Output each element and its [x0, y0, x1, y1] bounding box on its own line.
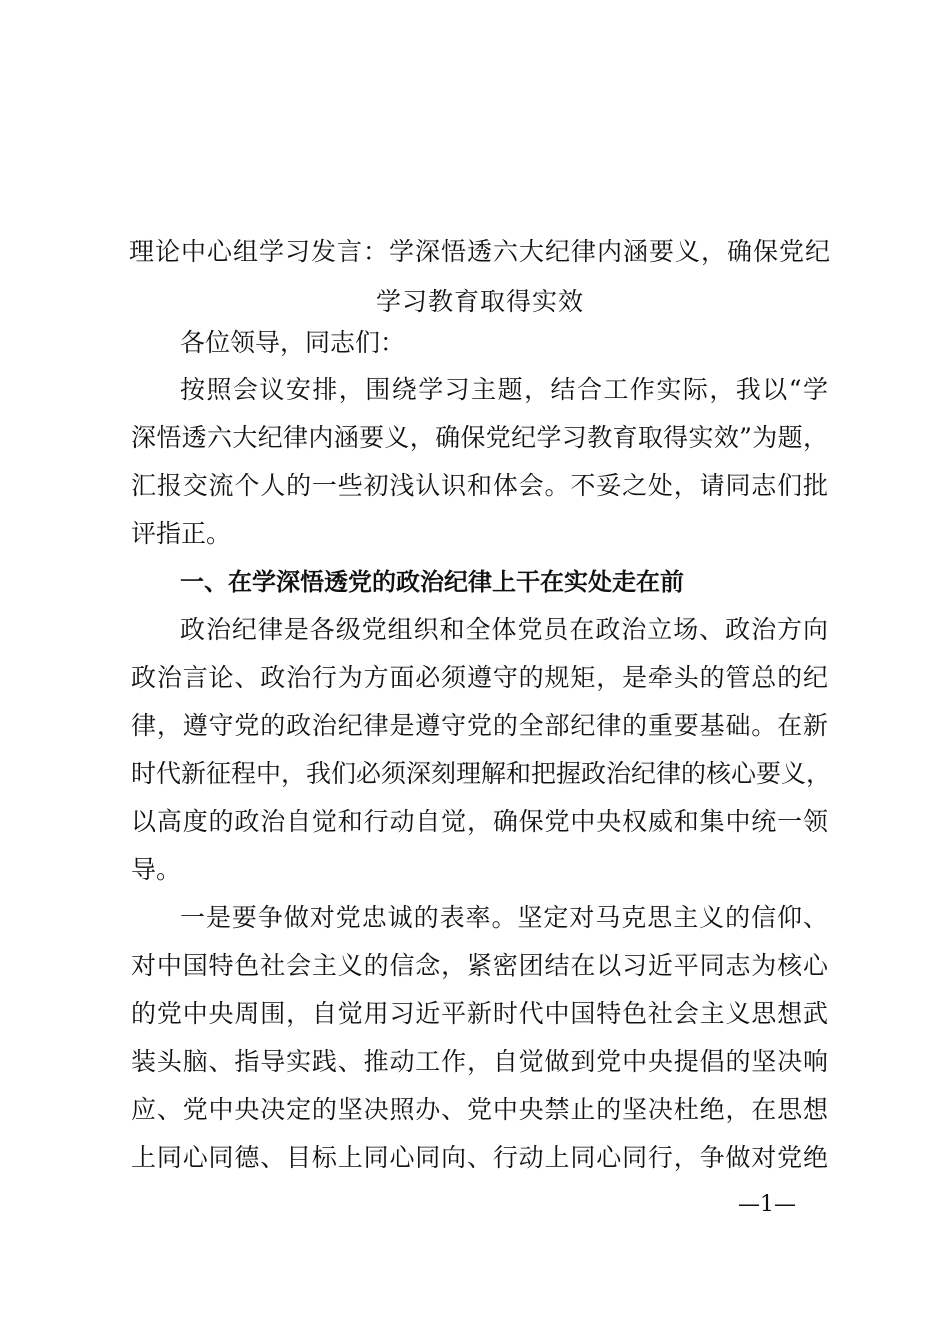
paragraph2-line-5: 应、党中央决定的坚决照办、党中央禁止的坚决杜绝，在思想 [131, 1095, 828, 1124]
paragraph1-line-4: 时代新征程中，我们必须深刻理解和把握政治纪律的核心要义， [131, 759, 832, 788]
intro-line-2: 深悟透六大纪律内涵要义，确保党纪学习教育取得实效”为题， [131, 423, 828, 452]
paragraph1-line-6: 导。 [131, 855, 182, 884]
intro-line-4: 评指正。 [131, 519, 232, 548]
salutation: 各位领导，同志们： [180, 328, 406, 357]
intro-line-1: 按照会议安排，围绕学习主题，结合工作实际，我以“学 [180, 375, 828, 404]
paragraph1-line-3: 律，遵守党的政治纪律是遵守党的全部纪律的重要基础。在新 [131, 711, 828, 740]
paragraph2-line-2: 对中国特色社会主义的信念，紧密团结在以习近平同志为核心 [131, 951, 828, 980]
paragraph2-line-6: 上同心同德、目标上同心同向、行动上同心同行，争做对党绝 [131, 1143, 828, 1172]
intro-line-3: 汇报交流个人的一些初浅认识和体会。不妥之处，请同志们批 [131, 471, 828, 500]
paragraph2-line-1: 一是要争做对党忠诚的表率。坚定对马克思主义的信仰、 [180, 903, 828, 932]
document-title-line-1: 理论中心组学习发言：学深悟透六大纪律内涵要义，确保党纪 [128, 237, 831, 266]
paragraph1-line-5: 以高度的政治自觉和行动自觉，确保党中央权威和集中统一领 [131, 807, 828, 836]
section-heading: 一、在学深悟透党的政治纪律上干在实处走在前 [180, 568, 684, 596]
paragraph2-line-3: 的党中央周围，自觉用习近平新时代中国特色社会主义思想武 [131, 999, 828, 1028]
paragraph1-line-2: 政治言论、政治行为方面必须遵守的规矩，是牵头的管总的纪 [131, 663, 828, 692]
paragraph2-line-4: 装头脑、指导实践、推动工作，自觉做到党中央提倡的坚决响 [131, 1047, 828, 1076]
page-number: —1— [738, 1192, 796, 1217]
paragraph1-line-1: 政治纪律是各级党组织和全体党员在政治立场、政治方向 [180, 615, 828, 644]
document-title-line-2: 学习教育取得实效 [375, 287, 584, 316]
